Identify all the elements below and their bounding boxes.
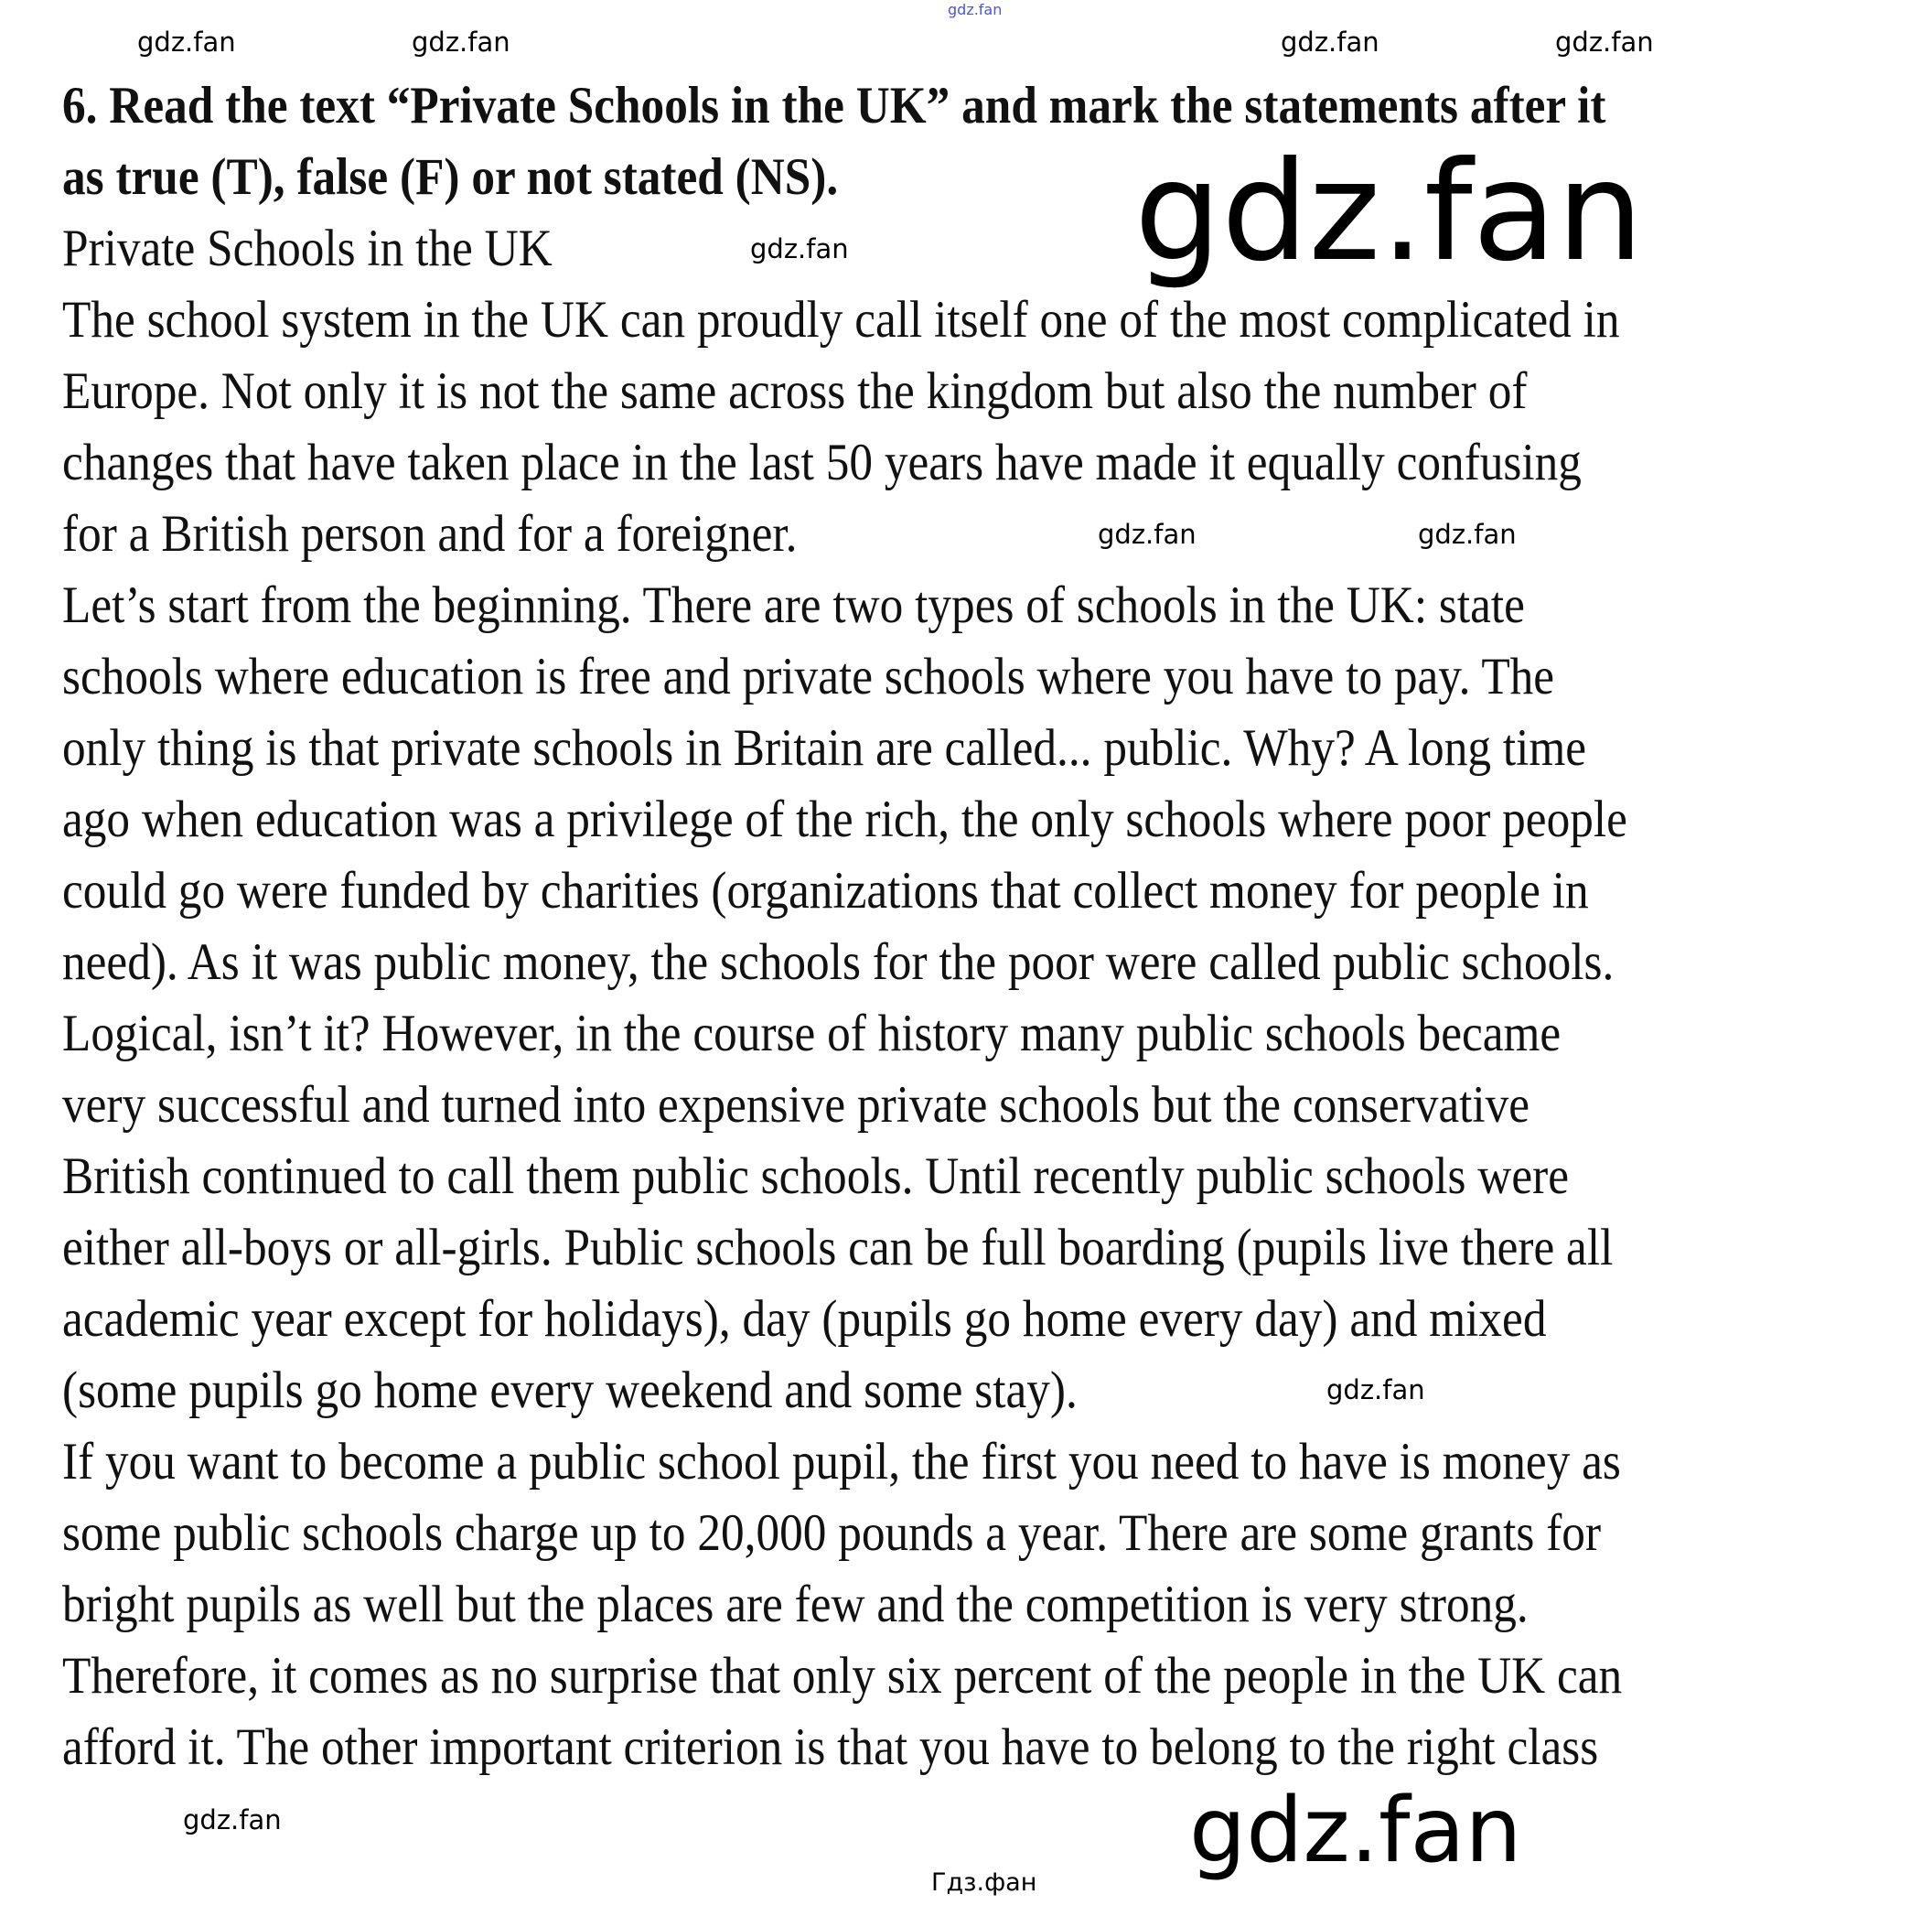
text-line: academic year except for holidays), day (pupils go home every day) and mixed [62,1290,1547,1348]
text-line: British continued to call them public schools. Until recently public schools were [62,1147,1569,1205]
text-line: need). As it was public money, the schools for the poor were called public schools. [62,933,1615,991]
text-line: Europe. Not only it is not the same across the kingdom but also the number of [62,362,1528,420]
text-line: for a British person and for a foreigner. [62,505,798,563]
text-title: Private Schools in the UK [62,220,553,277]
footer-label: Гдз.фан [931,1868,1037,1897]
task-heading-line-2: as true (T), false (F) or not stated (NS). [62,148,839,206]
text-line: The school system in the UK can proudly call itself one of the most complicated in [62,291,1620,349]
text-line: changes that have taken place in the last 50 years have made it equally confusing [62,434,1582,491]
document-page [62,70,1910,1783]
watermark-small: gdz.fan [1281,27,1379,58]
text-line: only thing is that private schools in Britain are called... public. Why? A long time [62,719,1586,777]
text-line: bright pupils as well but the places are few and the competition is very strong. [62,1576,1529,1633]
text-line: If you want to become a public school pupil, the first you need to have is money as [62,1433,1621,1491]
watermark-small: gdz.fan [1418,519,1517,550]
text-line: Therefore, it comes as no surprise that only six percent of the people in the UK can [62,1647,1623,1705]
text-line: ago when education was a privilege of the rich, the only schools where poor people [62,791,1627,848]
text-line: very successful and turned into expensive private schools but the conservative [62,1076,1530,1134]
task-heading-line-1: 6. Read the text “Private Schools in the UK” and mark the statements after it [62,77,1606,135]
text-line: could go were funded by charities (organizations that collect money for people in [62,862,1589,920]
watermark-small: gdz.fan [750,233,849,264]
watermark-small: gdz.fan [1555,27,1654,58]
watermark-small: gdz.fan [1098,519,1197,550]
watermark-small: gdz.fan [1326,1374,1425,1405]
watermark-large: gdz.fan [1134,133,1644,292]
text-line: some public schools charge up to 20,000 pounds a year. There are some grants for [62,1504,1602,1562]
watermark-top: gdz.fan [948,1,1003,18]
text-line: schools where education is free and private schools where you have to pay. The [62,648,1555,705]
text-body [62,285,1910,1783]
watermark-medium: gdz.fan [1189,1779,1522,1883]
text-line: (some pupils go home every weekend and some stay). [62,1361,1078,1419]
watermark-small: gdz.fan [412,27,510,58]
text-line: either all-boys or all-girls. Public schools can be full boarding (pupils live there all [62,1219,1614,1276]
watermark-small: gdz.fan [137,27,236,58]
watermark-small: gdz.fan [183,1804,282,1835]
text-line: afford it. The other important criterion is that you have to belong to the right class [62,1718,1599,1776]
text-line: Let’s start from the beginning. There are two types of schools in the UK: state [62,576,1525,634]
text-line: Logical, isn’t it? However, in the course of history many public schools became [62,1005,1562,1062]
